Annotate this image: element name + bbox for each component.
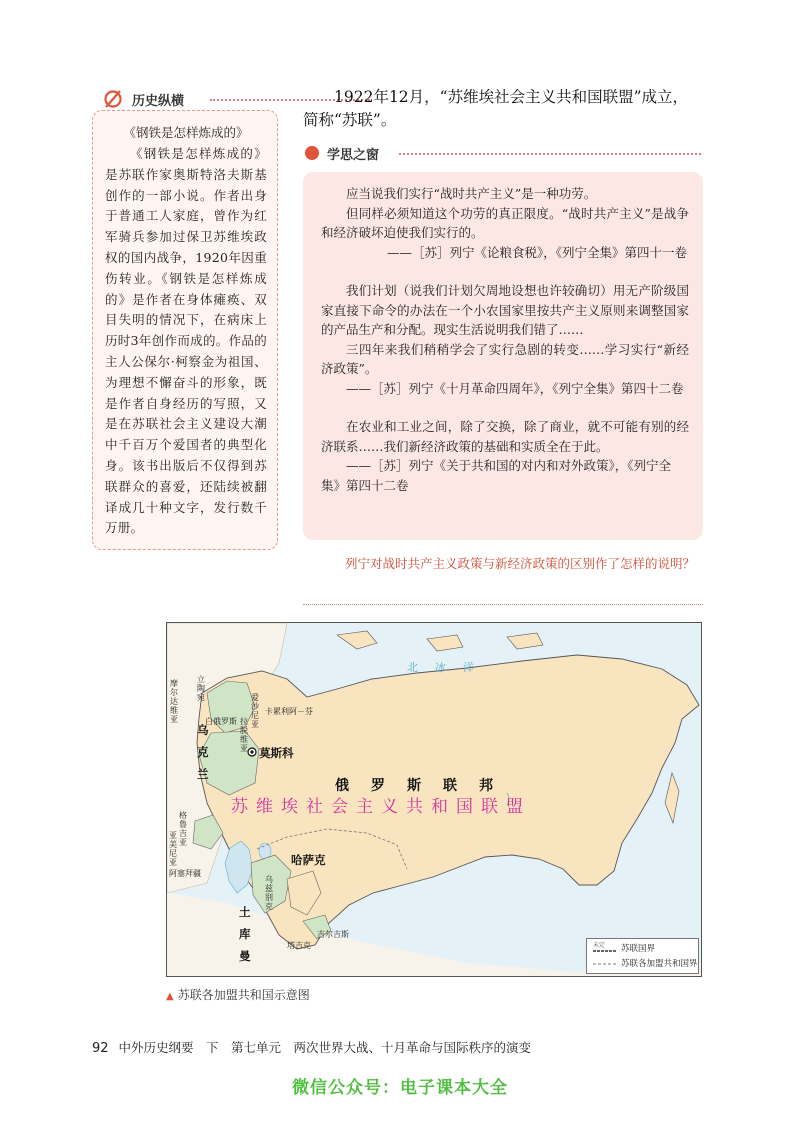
question-rule	[303, 604, 703, 605]
sidebar-header	[92, 88, 282, 110]
legend-row-border	[591, 942, 699, 956]
quote-1-source: ——［苏］列宁《论粮食税》，《列宁全集》第四十一卷	[386, 244, 687, 260]
study-dot-icon	[305, 146, 319, 160]
legend-label-republic: 苏联各加盟共和国界	[621, 959, 698, 969]
legend-row-republic	[591, 957, 699, 971]
map-label-karelia: 卡累利阿－芬	[265, 707, 313, 716]
map-label-uzbek: 乌兹别克	[265, 875, 273, 911]
study-header	[303, 143, 703, 163]
map-label-ukraine: 乌克兰	[197, 723, 209, 781]
map-caption-text: 苏联各加盟共和国示意图	[177, 988, 310, 1002]
map-legend	[586, 938, 699, 974]
quote-1-p2: 但同样必须知道这个功劳的真正限度。“战时共产主义”是战争和经济破坏迫使我们实行的。	[321, 205, 689, 240]
map-label-moscow: 莫斯科	[259, 746, 294, 760]
map-label-armenia: 亚美尼亚	[169, 831, 177, 867]
legend-republic-line	[591, 957, 619, 971]
legend-label-border: 苏联国界	[621, 944, 656, 954]
quote-3-source: ——［苏］列宁《关于共和国的对内和对外政策》，《列宁全集》第四十二卷	[321, 458, 672, 493]
sidebar-book-title: 《钢铁是怎样炼成的》	[123, 125, 249, 140]
study-heading-rule	[399, 153, 701, 155]
map-label-russia: 俄罗斯联邦	[335, 778, 515, 794]
quote-2-source: ——［苏］列宁《十月革命四周年》，《列宁全集》第四十二卷	[346, 380, 684, 396]
map-label-georgia: 格鲁吉亚	[179, 811, 187, 847]
legend-undetermined: 未定	[593, 942, 606, 949]
sidebar-heading: 历史纵横	[132, 94, 185, 109]
map-label-moldova: 摩尔达维亚	[170, 679, 178, 724]
wechat-banner: 微信公众号：电子课本大全	[292, 1078, 508, 1098]
history-icon	[102, 88, 124, 110]
map-label-tajik: 塔吉克	[287, 941, 311, 950]
intro-paragraph: 1922年12月，“苏维埃社会主义共和国联盟”成立，简称“苏联”。	[303, 88, 689, 129]
map-label-kyrgyz: 吉尔吉斯	[317, 930, 349, 939]
map-caption	[166, 986, 310, 1003]
map-label-kazakh: 哈萨克	[291, 853, 326, 867]
map-label-ussr: 苏维埃社会主义共和国联盟	[231, 797, 531, 817]
study-box	[303, 172, 703, 540]
map-label-estonia: 爱沙尼亚	[251, 693, 259, 729]
map-label-azerbaijan: 阿塞拜疆	[169, 869, 201, 878]
quote-1-p1: 应当说我们实行“战时共产主义”是一种功劳。	[346, 186, 597, 201]
study-question: 列宁对战时共产主义政策与新经济政策的区别作了怎样的说明？	[345, 556, 696, 571]
map-arctic-ocean: 北 冰 洋	[407, 661, 477, 674]
ussr-map	[166, 622, 702, 977]
map-label-latvia: 拉脱维亚	[240, 717, 248, 753]
page-number: 92	[92, 1041, 109, 1056]
page-footer	[92, 1038, 531, 1056]
quote-2-p2: 三四年来我们稍稍学会了实行急剧的转变……学习实行“新经济政策”。	[321, 341, 689, 376]
quote-2-p1: 我们计划（说我们计划欠周地设想也许较确切）用无产阶级国家直接下命令的办法在一个小农国家里按共产主义原则来调整国家的产品生产和分配。现实生活说明我们错了……	[321, 283, 689, 337]
footer-text: 中外历史纲要 下 第七单元 两次世界大战、十月革命与国际秩序的演变	[118, 1040, 532, 1055]
map-label-turkmen: 土库曼	[239, 905, 251, 963]
quote-3-p1: 在农业和工业之间，除了交换，除了商业，就不可能有别的经济联系……我们新经济政策的基础和实质全在于此。	[321, 419, 689, 454]
study-heading: 学思之窗	[327, 148, 380, 163]
map-label-belarus: 白俄罗斯	[205, 717, 237, 726]
sidebar-body: 《钢铁是怎样炼成的》是苏联作家奥斯特洛夫斯基创作的一部小说。作者出身于普通工人家庭，曾作为红军骑兵参加过保卫苏维埃政权的国内战争，1920年因重伤转业。《钢铁是怎样炼成的》是作者在身体瘫痪、双目失明的情况下，在病床上历时3年创作而成的。作品的主人公保尔·柯察金为祖国、为理想不懈奋斗的形象，既是作者自身经历的写照，又是在苏联社会主义建设大潮中千百万个爱国者的典型化身。该书出版后不仅得到苏联群众的喜爱，还陆续被翻译成几十种文字，发行数千万册。	[105, 146, 267, 536]
sidebar-box	[92, 110, 278, 550]
map-label-lithuania: 立陶宛	[197, 675, 205, 702]
caption-triangle-icon: ▲	[166, 991, 174, 1002]
